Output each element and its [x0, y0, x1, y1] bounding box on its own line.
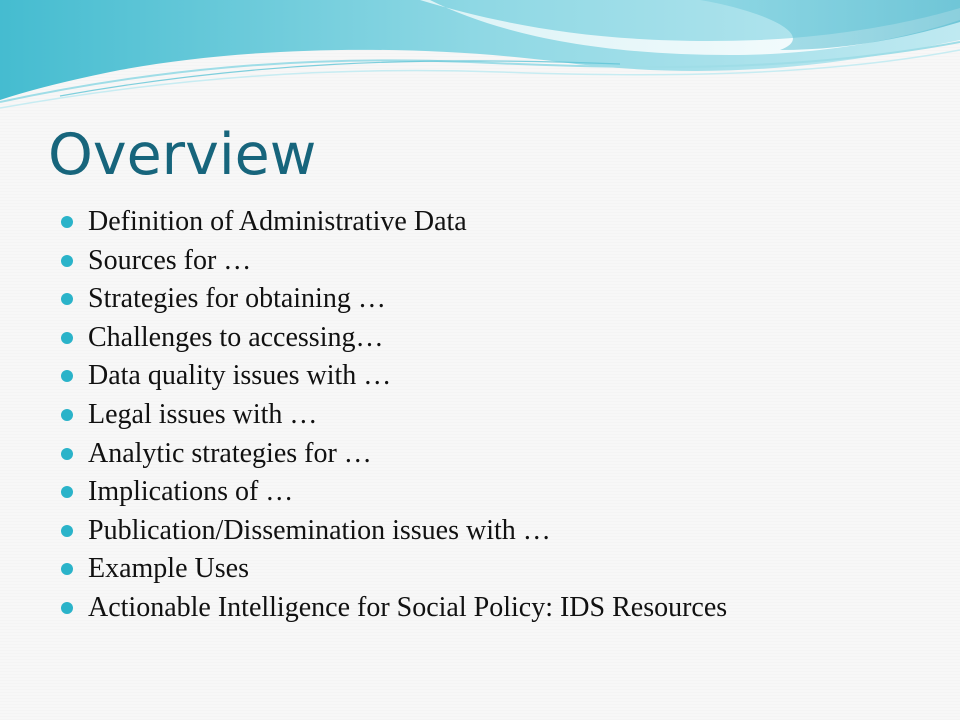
bullet-item-implications	[60, 473, 727, 512]
bullet-text: Data quality issues with …	[88, 360, 392, 392]
bullet-item-analytic	[60, 435, 727, 474]
bullet-text: Actionable Intelligence for Social Policy: IDS Resources	[88, 591, 728, 623]
bullet-text: Challenges to accessing…	[88, 321, 384, 353]
bullet-item-actionable-intelligence	[60, 589, 727, 628]
bullet-dot-icon	[61, 370, 73, 382]
bullet-dot-icon	[61, 563, 73, 575]
bullet-text: Publication/Dissemination issues with …	[88, 514, 551, 546]
bullet-dot-icon	[61, 332, 73, 344]
bullet-dot-icon	[61, 602, 73, 614]
bullet-item-challenges	[60, 319, 727, 358]
bullet-text: Legal issues with …	[88, 398, 318, 430]
bullet-dot-icon	[61, 409, 73, 421]
bullet-item-publication	[60, 512, 727, 551]
bullet-item-legal	[60, 396, 727, 435]
bullet-dot-icon	[61, 525, 73, 537]
bullet-item-data-quality	[60, 357, 727, 396]
bullet-dot-icon	[61, 216, 73, 228]
bullet-text: Sources for …	[88, 244, 252, 276]
bullet-item-sources	[60, 242, 727, 281]
bullet-item-example-uses	[60, 550, 727, 589]
bullet-list	[60, 203, 727, 628]
header-wave-decoration	[0, 0, 960, 130]
bullet-text: Definition of Administrative Data	[88, 206, 467, 237]
bullet-dot-icon	[61, 486, 73, 498]
bullet-text: Example Uses	[88, 553, 249, 585]
bullet-text: Implications of …	[88, 476, 294, 508]
bullet-dot-icon	[61, 255, 73, 267]
bullet-item-strategies	[60, 280, 727, 319]
slide-title: Overview	[48, 122, 317, 188]
bullet-text: Strategies for obtaining …	[88, 283, 386, 315]
bullet-dot-icon	[61, 293, 73, 305]
bullet-dot-icon	[61, 448, 73, 460]
bullet-text: Analytic strategies for …	[88, 437, 372, 469]
bullet-item-definition	[60, 203, 727, 242]
